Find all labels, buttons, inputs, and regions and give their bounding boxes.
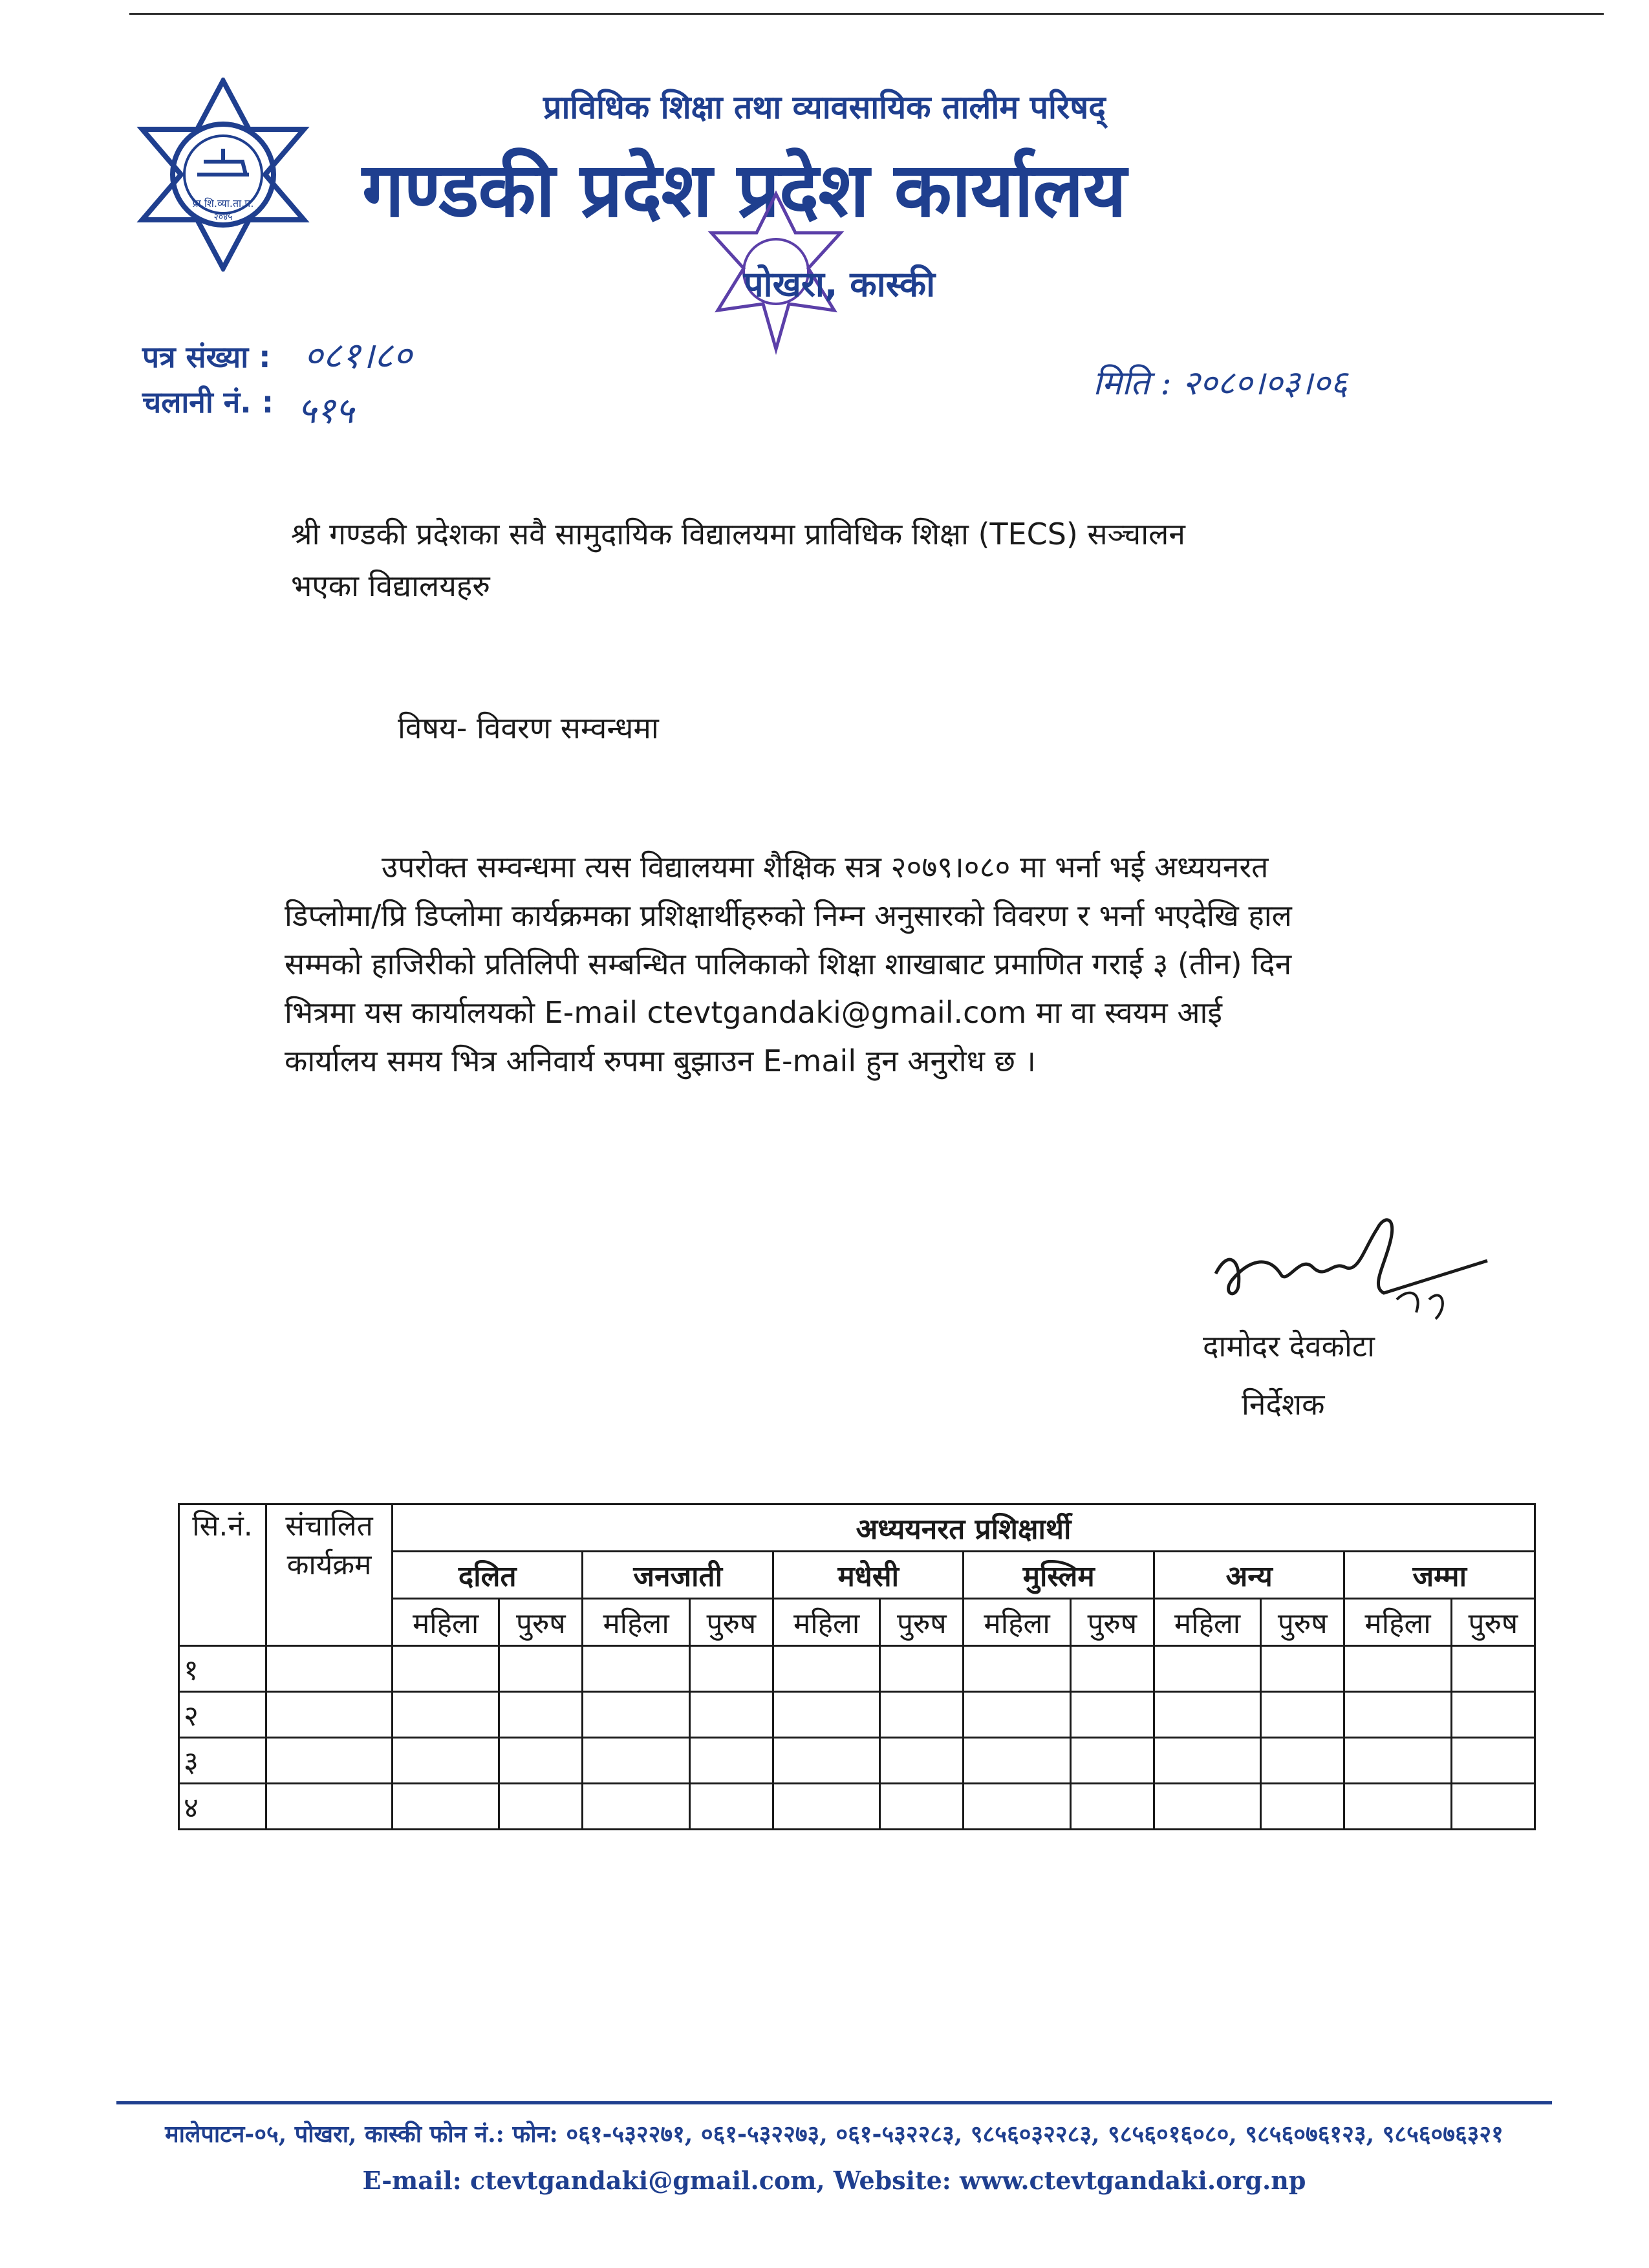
group-muslim: मुस्लिम: [964, 1552, 1154, 1599]
subject-line: विषय- विवरण सम्वन्धमा: [398, 711, 659, 745]
row-serial: ४: [179, 1784, 266, 1830]
sub-header-male: पुरुष: [880, 1599, 964, 1646]
table-row: [179, 1692, 1535, 1738]
group-dalit: दलित: [393, 1552, 583, 1599]
group-other: अन्य: [1154, 1552, 1344, 1599]
row-serial: २: [179, 1692, 266, 1738]
table-row: [179, 1738, 1535, 1784]
body-line-4: भित्रमा यस कार्यालयको E-mail ctevtgandaki@gmail.com मा वा स्वयम आई: [285, 995, 1223, 1030]
top-border-line: [129, 13, 1604, 15]
sub-header-female: महिला: [1154, 1599, 1260, 1646]
sub-header-female: महिला: [393, 1599, 499, 1646]
letter-number-value: ०८१।८०: [304, 335, 412, 377]
signature-icon: [1203, 1190, 1500, 1345]
date-value: २०८०।०३।०६: [1182, 364, 1348, 403]
row-serial: १: [179, 1646, 266, 1692]
sub-header-male: पुरुष: [1070, 1599, 1154, 1646]
body-line-2: डिप्लोमा/प्रि डिप्लोमा कार्यक्रमका प्रशिक्षार्थीहरुको निम्न अनुसारको विवरण र भर्ना भएदेखि हाल: [285, 898, 1292, 933]
trainee-details-table: [178, 1503, 1536, 1830]
group-madhesi: मधेसी: [773, 1552, 963, 1599]
footer-contact: E-mail: ctevtgandaki@gmail.com, Website: www.ctevtgandaki.org.np: [362, 2166, 1306, 2195]
group-total: जम्मा: [1344, 1552, 1535, 1599]
col-header-serial: सि.नं.: [179, 1504, 266, 1646]
body-line-3: सम्मको हाजिरीको प्रतिलिपी सम्बन्धित पालिकाको शिक्षा शाखाबाट प्रमाणित गराई ३ (तीन) दिन: [285, 947, 1292, 981]
dispatch-number-label: चलानी नं. :: [142, 385, 274, 420]
sub-header-female: महिला: [773, 1599, 879, 1646]
sub-header-male: पुरुष: [1261, 1599, 1344, 1646]
recipient-line-2: भएका विद्यालयहरु: [291, 568, 490, 603]
sub-header-male: पुरुष: [499, 1599, 583, 1646]
date-row: [1093, 359, 1348, 405]
signatory-title: निर्देशक: [1242, 1387, 1325, 1422]
col-header-program: संचालित कार्यक्रम: [266, 1504, 393, 1646]
council-name: प्राविधिक शिक्षा तथा व्यावसायिक तालीम परिषद्: [543, 89, 1106, 126]
emblem-caption: प्रा.शि.व्या.ता.प.: [192, 197, 254, 209]
signatory-name: दामोदर देवकोटा: [1203, 1329, 1375, 1364]
office-location: पोखरा, कास्की: [744, 264, 936, 305]
sub-header-male: पुरुष: [1451, 1599, 1535, 1646]
body-line-5: कार्यालय समय भित्र अनिवार्य रुपमा बुझाउन E-mail हुन अनुरोध छ ।: [285, 1043, 1036, 1078]
sub-header-female: महिला: [1344, 1599, 1451, 1646]
body-line-1: उपरोक्त सम्वन्धमा त्यस विद्यालयमा शैक्षिक सत्र २०७९।०८० मा भर्ना भई अध्ययनरत: [382, 850, 1269, 884]
row-serial: ३: [179, 1738, 266, 1784]
sub-header-female: महिला: [964, 1599, 1070, 1646]
ctevt-emblem-icon: [126, 78, 320, 272]
emblem-year: २०४५: [213, 212, 233, 222]
group-janajati: जनजाती: [583, 1552, 773, 1599]
sub-header-male: पुरुष: [689, 1599, 773, 1646]
col-header-trainees: अध्ययनरत प्रशिक्षार्थी: [393, 1504, 1535, 1552]
dispatch-number-value: ५१५: [297, 390, 354, 432]
letter-number-label: पत्र संख्या :: [142, 339, 271, 374]
footer-divider: [116, 2101, 1552, 2104]
office-title: गण्डकी प्रदेश प्रदेश कार्यालय: [362, 147, 1126, 234]
date-label: मिति :: [1093, 364, 1172, 403]
footer-address: मालेपाटन-०५, पोखरा, कास्की फोन नं.: फोन: ०६१-५३२२७१, ०६१-५३२२७३, ०६१-५३२२८३, ९८५६०३२२८३, ९८५६०१६०८०, ९८५६०७६१२३, ९८५६०७६३२१: [165, 2121, 1503, 2148]
table-row: [179, 1646, 1535, 1692]
sub-header-female: महिला: [583, 1599, 689, 1646]
table-row: [179, 1784, 1535, 1830]
recipient-line-1: श्री गण्डकी प्रदेशका सवै सामुदायिक विद्यालयमा प्राविधिक शिक्षा (TECS) सञ्चालन: [291, 517, 1185, 551]
